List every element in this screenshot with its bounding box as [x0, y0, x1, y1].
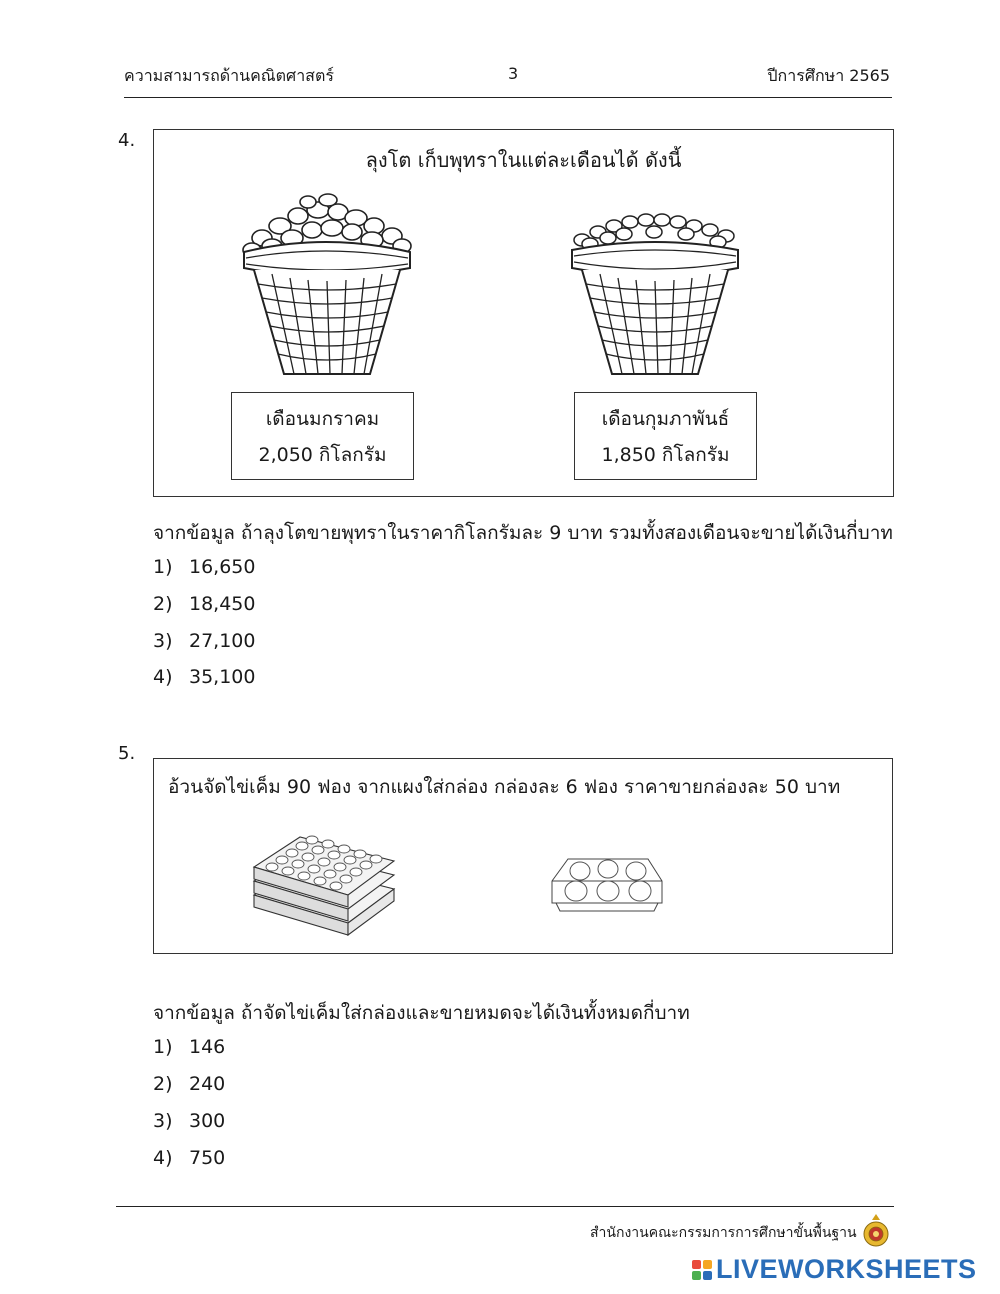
q5-choice-1[interactable]	[153, 1036, 225, 1058]
february-month: เดือนกุมภาพันธ์	[601, 408, 730, 430]
basket-february-label	[574, 392, 757, 480]
footer-organization: สำนักงานคณะกรรมการการศึกษาขั้นพื้นฐาน	[590, 1225, 857, 1241]
january-month: เดือนมกราคม	[265, 408, 380, 430]
choice-text: 240	[189, 1073, 226, 1095]
choice-number: 2)	[153, 593, 173, 615]
header-divider	[124, 97, 892, 98]
choice-text: 146	[189, 1036, 226, 1058]
q4-choice-3[interactable]	[153, 630, 255, 652]
february-amount: 1,850 กิโลกรัม	[601, 444, 730, 466]
liveworksheets-brand[interactable]	[692, 1254, 977, 1285]
egg-box-image	[548, 853, 666, 915]
q4-info-box	[153, 129, 894, 497]
q4-question: จากข้อมูล ถ้าลุงโตขายพุทราในราคากิโลกรัมละ 9 บาท รวมทั้งสองเดือนจะขายได้เงินกี่บาท	[153, 522, 893, 544]
choice-text: 750	[189, 1147, 226, 1169]
choice-number: 3)	[153, 630, 173, 652]
choice-text: 35,100	[189, 666, 256, 688]
choice-text: 27,100	[189, 630, 256, 652]
header-page-number: 3	[508, 64, 519, 83]
basket-january-label	[231, 392, 414, 480]
q5-info-box	[153, 758, 893, 954]
q5-choice-2[interactable]	[153, 1073, 225, 1095]
q4-number: 4.	[118, 130, 136, 151]
page-header	[124, 64, 890, 92]
liveworksheets-logo-icon	[692, 1260, 712, 1280]
obec-seal-icon	[860, 1212, 892, 1248]
header-subject: ความสามารถด้านคณิตศาสตร์	[124, 66, 334, 85]
choice-number: 4)	[153, 1147, 173, 1169]
q5-choice-3[interactable]	[153, 1110, 225, 1132]
q5-choice-4[interactable]	[153, 1147, 225, 1169]
choice-number: 3)	[153, 1110, 173, 1132]
choice-text: 18,450	[189, 593, 256, 615]
choice-text: 16,650	[189, 556, 256, 578]
q5-title: อ้วนจัดไข่เค็ม 90 ฟอง จากแผงใส่กล่อง กล่องละ 6 ฟอง ราคาขายกล่องละ 50 บาท	[168, 776, 841, 798]
liveworksheets-wordmark: LIVEWORKSHEETS	[716, 1254, 977, 1284]
january-amount: 2,050 กิโลกรัม	[258, 444, 387, 466]
q4-choice-2[interactable]	[153, 593, 255, 615]
choice-number: 4)	[153, 666, 173, 688]
egg-trays-image	[248, 825, 398, 937]
q4-title: ลุงโต เก็บพุทราในแต่ละเดือนได้ ดังนี้	[365, 148, 682, 172]
basket-january-image	[232, 192, 418, 384]
q5-number: 5.	[118, 743, 136, 764]
q4-choice-1[interactable]	[153, 556, 255, 578]
q4-choice-4[interactable]	[153, 666, 255, 688]
choice-number: 1)	[153, 556, 173, 578]
choice-number: 1)	[153, 1036, 173, 1058]
basket-february-image	[562, 192, 748, 384]
choice-number: 2)	[153, 1073, 173, 1095]
footer-divider	[116, 1206, 894, 1207]
header-year: ปีการศึกษา 2565	[767, 66, 890, 85]
choice-text: 300	[189, 1110, 226, 1132]
q5-question: จากข้อมูล ถ้าจัดไข่เค็มใส่กล่องและขายหมดจะได้เงินทั้งหมดกี่บาท	[153, 1002, 690, 1024]
